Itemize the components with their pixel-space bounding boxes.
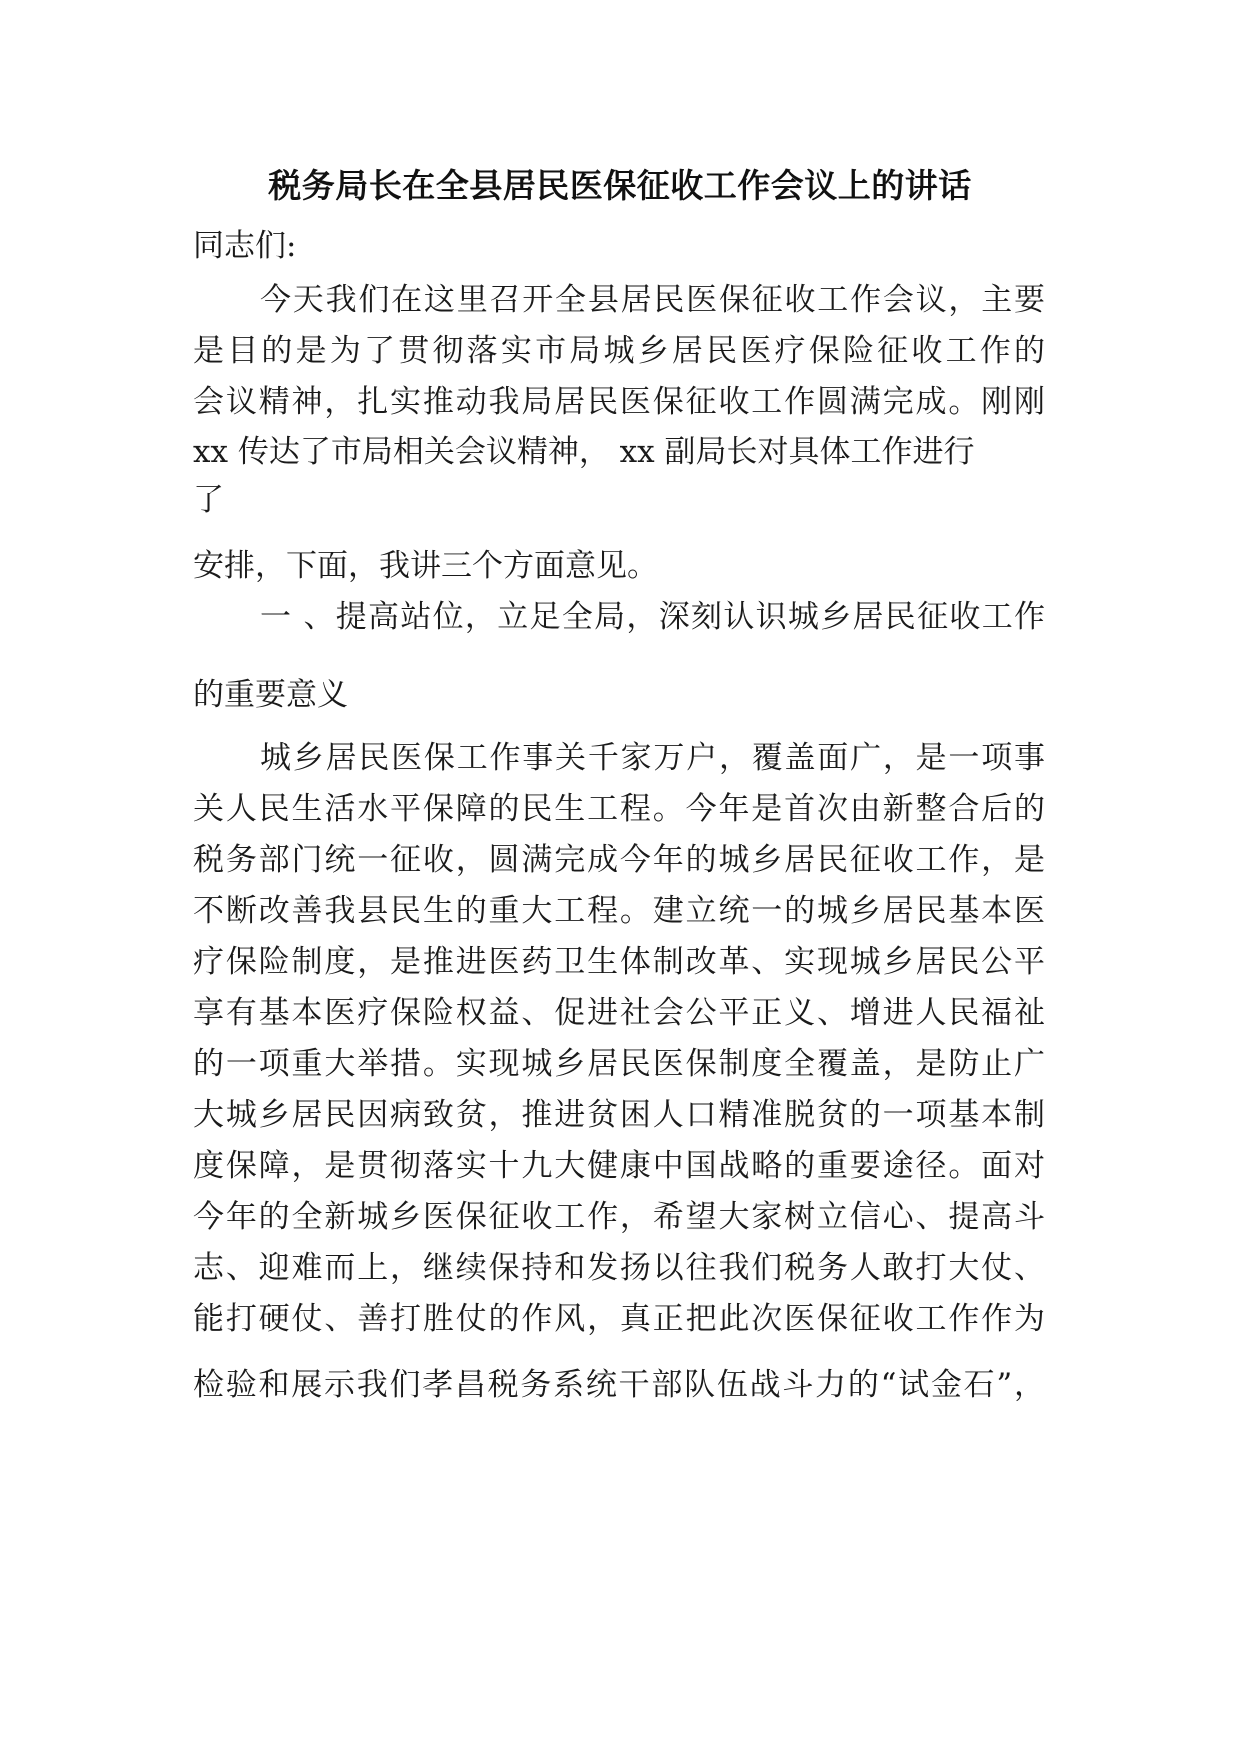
document-title: 税务局长在全县居民医保征收工作会议上的讲话 (268, 166, 972, 205)
paragraph-line: 城乡居民医保工作事关千家万户，覆盖面广，是一项事 (260, 740, 1045, 776)
paragraph-line: 不断改善我县民生的重大工程。建立统一的城乡居民基本医 (193, 893, 1045, 929)
paragraph-line: 会议精神，扎实推动我局居民医保征收工作圆满完成。刚刚 (193, 384, 1045, 420)
section-heading-line: 的重要意义 (193, 677, 348, 713)
paragraph-line: 志、迎难而上，继续保持和发扬以往我们税务人敢打大仗、 (193, 1250, 1045, 1286)
paragraph-line: 税务部门统一征收，圆满完成今年的城乡居民征收工作，是 (193, 842, 1045, 878)
paragraph-line: 能打硬仗、善打胜仗的作风，真正把此次医保征收工作作为 (193, 1301, 1045, 1337)
paragraph-line: 是目的是为了贯彻落实市局城乡居民医疗保险征收工作的 (193, 333, 1045, 369)
paragraph-line: 安排，下面，我讲三个方面意见。 (193, 548, 658, 584)
paragraph-line: 检验和展示我们孝昌税务系统干部队伍战斗力的“试金石”， (193, 1367, 1045, 1403)
paragraph-line: 今天我们在这里召开全县居民医保征收工作会议，主要 (260, 282, 1045, 318)
paragraph-line: 大城乡居民因病致贫，推进贫困人口精准脱贫的一项基本制 (193, 1097, 1045, 1133)
paragraph-line: 享有基本医疗保险权益、促进社会公平正义、增进人民福祉 (193, 995, 1045, 1031)
paragraph-line: 疗保险制度，是推进医药卫生体制改革、实现城乡居民公平 (193, 944, 1045, 980)
paragraph-line: xx 传达了市局相关会议精神， xx 副局长对具体工作进行 (193, 434, 975, 470)
paragraph-line: 今年的全新城乡医保征收工作，希望大家树立信心、提高斗 (193, 1199, 1045, 1235)
paragraph-line: 了 (193, 482, 224, 518)
salutation: 同志们: (193, 228, 297, 264)
paragraph-line: 的一项重大举措。实现城乡居民医保制度全覆盖，是防止广 (193, 1046, 1045, 1082)
section-heading-line: 一 、提高站位，立足全局，深刻认识城乡居民征收工作 (260, 599, 1045, 635)
paragraph-line: 关人民生活水平保障的民生工程。今年是首次由新整合后的 (193, 791, 1045, 827)
paragraph-line: 度保障，是贯彻落实十九大健康中国战略的重要途径。面对 (193, 1148, 1045, 1184)
